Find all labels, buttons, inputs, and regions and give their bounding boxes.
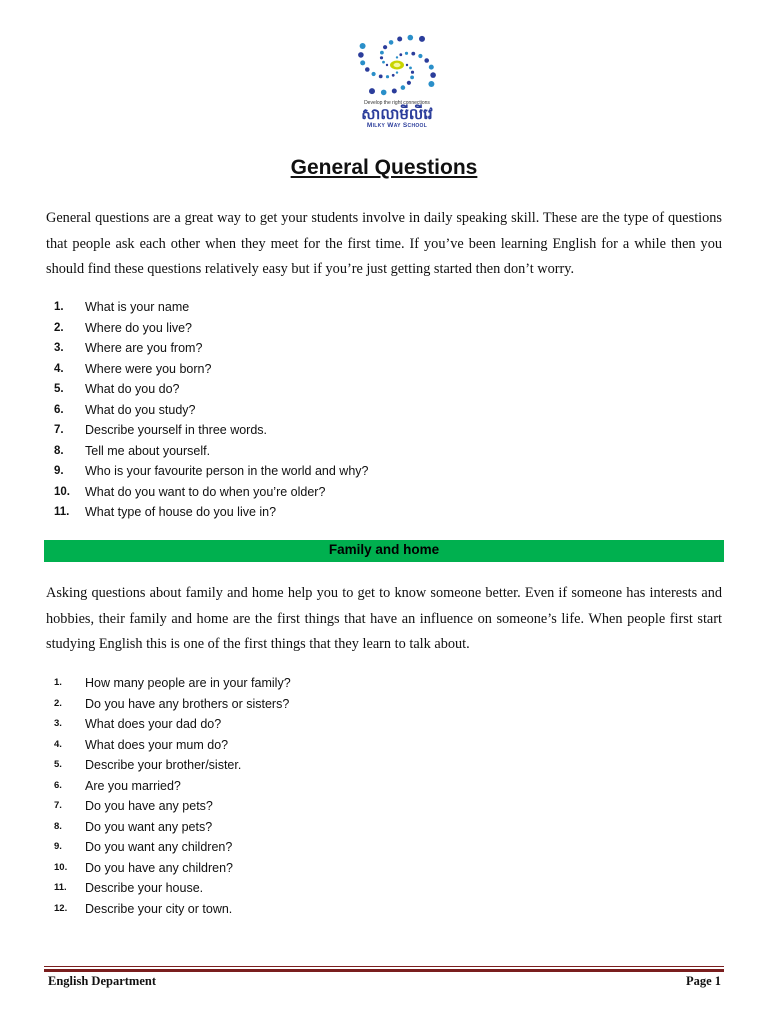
list-item <box>54 359 368 380</box>
question-text: How many people are in your family? <box>85 676 291 690</box>
section-heading: Family and home <box>328 542 440 557</box>
list-item <box>54 796 291 817</box>
question-text: What do you do? <box>85 382 180 396</box>
list-item <box>54 400 368 421</box>
footer-department: English Department <box>48 974 156 988</box>
list-number: 10. <box>54 861 68 873</box>
list-item <box>54 837 291 858</box>
list-item <box>54 461 368 482</box>
list-number: 4. <box>54 362 64 375</box>
list-item <box>54 502 368 523</box>
list-number: 4. <box>54 738 62 750</box>
list-number: 11. <box>54 882 67 893</box>
footer-divider-thick <box>44 969 724 972</box>
question-text: What is your name <box>85 300 190 314</box>
question-text: Do you have any brothers or sisters? <box>85 696 290 711</box>
question-text: Describe your brother/sister. <box>85 758 242 772</box>
footer-divider-thin <box>44 966 724 967</box>
list-item <box>54 441 368 462</box>
list-number: 1. <box>54 301 64 313</box>
list-number: 2. <box>54 697 62 709</box>
question-text: Do you want any pets? <box>85 819 213 834</box>
question-text: Who is your favourite person in the world and why? <box>85 464 369 478</box>
list-item <box>54 858 291 879</box>
list-item <box>54 817 291 838</box>
list-number: 8. <box>54 820 62 832</box>
list-item <box>54 482 368 503</box>
list-item <box>54 420 368 441</box>
list-number: 8. <box>54 444 64 457</box>
list-number: 7. <box>54 800 62 811</box>
logo-tagline: Develop the right connections <box>364 100 430 106</box>
logo-school-name: Milky Way School <box>366 122 428 129</box>
list-number: 11. <box>54 506 70 518</box>
list-item <box>54 776 291 797</box>
question-text: Are you married? <box>85 778 181 793</box>
list-number: 10. <box>54 485 70 498</box>
family-questions-list <box>54 673 291 919</box>
list-item <box>54 673 291 694</box>
list-number: 2. <box>54 321 64 334</box>
question-text: Describe your house. <box>85 881 204 895</box>
list-item <box>54 694 291 715</box>
list-number: 6. <box>54 779 62 791</box>
question-text: Where do you live? <box>85 320 193 335</box>
page-title: General Questions <box>290 156 478 179</box>
list-number: 6. <box>54 403 64 416</box>
section-paragraph: Asking questions about family and home help you to get to know someone better. Even if someone has interests and hobbies, their family and home are the first things that have an influence on someone’s life. When people first start studying English this is one of the first things that they learn to talk about. <box>46 585 722 653</box>
list-number: 9. <box>54 465 64 477</box>
list-number: 3. <box>54 342 64 354</box>
question-text: Do you have any children? <box>85 860 234 875</box>
list-number: 3. <box>54 718 62 729</box>
question-text: What do you study? <box>85 402 196 417</box>
list-item <box>54 714 291 735</box>
list-number: 5. <box>54 759 62 770</box>
list-item <box>54 755 291 776</box>
question-text: Do you have any pets? <box>85 799 213 813</box>
section-heading-bar <box>44 540 724 562</box>
list-item <box>54 338 368 359</box>
list-number: 7. <box>54 424 64 436</box>
question-text: What does your dad do? <box>85 717 222 731</box>
question-text: What type of house do you live in? <box>85 505 277 519</box>
list-item <box>54 379 368 400</box>
general-questions-list <box>54 297 368 523</box>
footer-page-number: Page 1 <box>685 974 721 988</box>
list-item <box>54 899 291 920</box>
question-text: Where were you born? <box>85 361 212 376</box>
question-text: Where are you from? <box>85 341 203 355</box>
spiral-galaxy-icon <box>352 32 442 100</box>
question-text: What does your mum do? <box>85 737 229 752</box>
list-item <box>54 735 291 756</box>
list-number: 12. <box>54 902 68 914</box>
question-text: What do you want to do when you’re older? <box>85 484 326 499</box>
list-number: 5. <box>54 383 64 395</box>
list-item <box>54 878 291 899</box>
question-text: Describe yourself in three words. <box>85 423 268 437</box>
question-text: Describe your city or town. <box>85 901 233 916</box>
list-number: 1. <box>54 677 62 688</box>
intro-paragraph: General questions are a great way to get your students involve in daily speaking skill. These are the type of questions that people ask each other when they meet for the first time. If you’ve been learning English for a while then you should find these questions relatively easy but if you’re just getting started then don’t worry. <box>46 210 722 278</box>
list-item <box>54 297 368 318</box>
question-text: Do you want any children? <box>85 840 233 854</box>
school-logo <box>352 32 442 132</box>
logo-khmer-name: សាលាមីលីវេ <box>361 105 433 123</box>
list-item <box>54 318 368 339</box>
list-number: 9. <box>54 841 62 852</box>
question-text: Tell me about yourself. <box>85 443 211 458</box>
